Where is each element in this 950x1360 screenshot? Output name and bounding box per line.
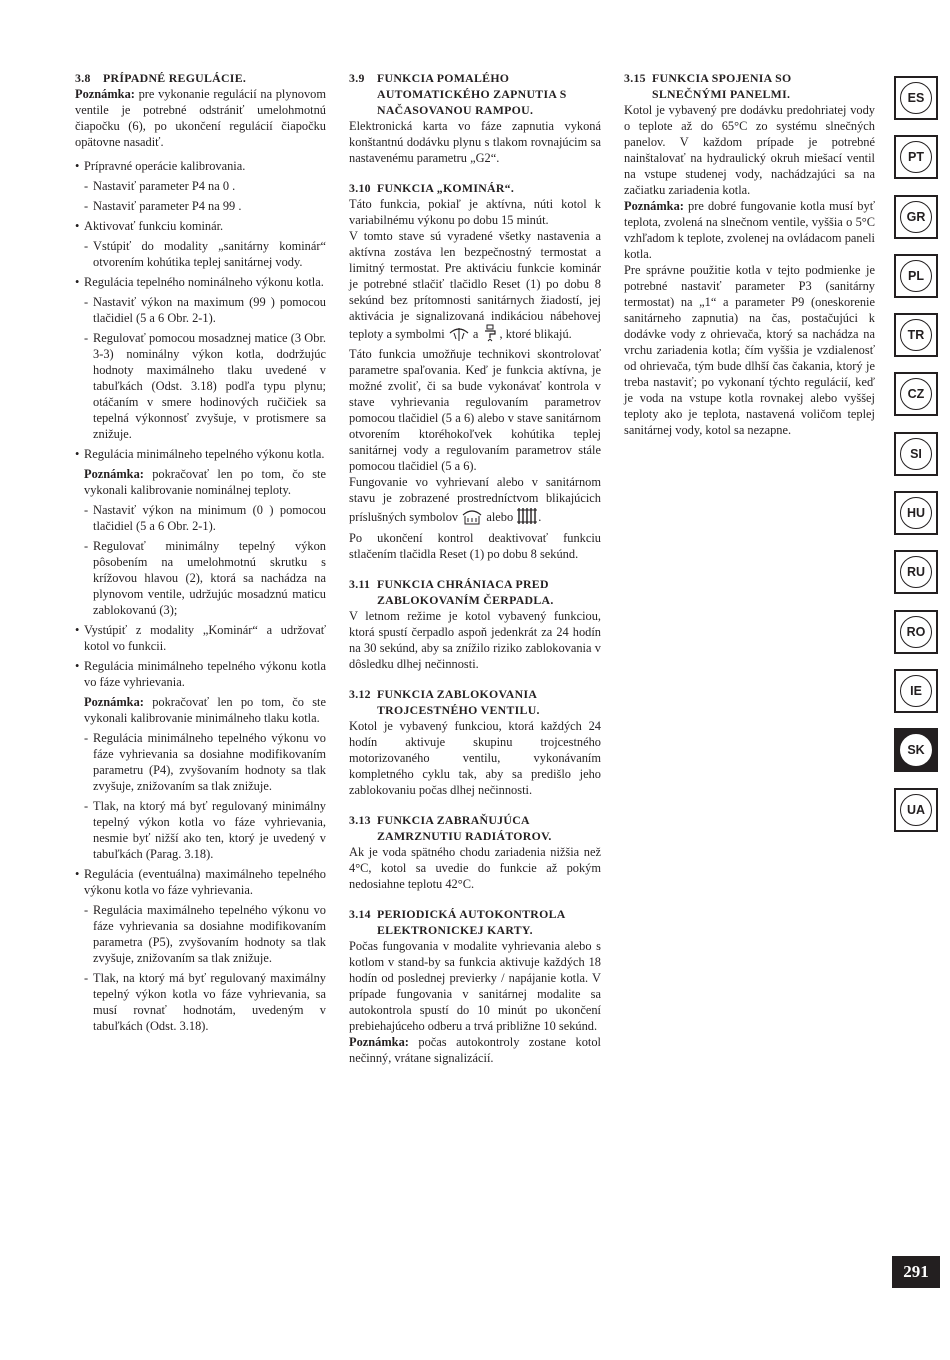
- section-3-10: 3.10 FUNKCIA „KOMINÁR“. Táto funkcia, pokiaľ je aktívna, núti kotol k variabilnému výkonu po dobu 15 minút. V tomto stave sú vyradené všetky nastavenia a aktívna zostáva len bezpečnostný termostat a limitný termostat. Pre aktiváciu funkcie kominár je potrebné stlačiť tlačidlo Reset (1) po dobu 8 sekúnd bez prítomnosti sanitárnych žiadostí, jej aktivácia je signalizovaná indikáciou nábehovej teploty a symbolmi a , ktoré blikajú. Táto funkcia umožňuje technikovi skontrolovať parametre spaľovania. Keď je funkcia aktívna, je možné zvoliť, či sa bude vykonávať kontrola v stave vyhrievania regulovaním parametrov pomocou tlačidiel (5 a 6) alebo v stave sanitárnom otvorením ktoréhokoľvek kohútika teplej sanitárnej vody a regulovaním parametrov stále pomocou tlačidiel (5 a 6). Fungovanie vo vyhrievaní alebo v sanitárnom stavu je zobrazené prostredníctvom blikajúcich príslušných symbolov alebo . Po ukončení kontrol deaktivovať funkciu stlačením tlačidla Reset (1) po dobu 8 sekúnd.: [349, 181, 601, 561]
- section-heading: 3.8 PRÍPADNÉ REGULÁCIE.: [75, 71, 247, 85]
- sub-list-item: - Regulácia maximálneho tepelného výkonu vo fáze vyhrievania sa dosiahne modifikovaním parametra (P5), zvyšovaním hodnoty sa tlak zvyšuje, znižovaním sa tlak znižuje.: [75, 902, 326, 966]
- sub-list-item: - Regulovať minimálny tepelný výkon pôsobením na umelohmotnú skrutku s krížovou hlavou (2), ktorá sa nachádza na plynovom ventile, udržujúc mosadznú maticu zablokovanú (3);: [75, 538, 326, 618]
- section-3-13: 3.13 FUNKCIA ZABRAŇUJÚCA ZAMRZNUTIU RADIÁTOROV. Ak je voda spätného chodu zariadenia nižšia než 4°C, kotol sa uvedie do funkcie až pokým nedosiahne teplotu 42°C.: [349, 813, 601, 891]
- section-3-9: 3.9 FUNKCIA POMALÉHO AUTOMATICKÉHO ZAPNUTIA S NAČASOVANOU RAMPOU. Elektronická karta vo fáze zapnutia vykoná konštantnú dodávku plynu s tlakom rovnajúcim sa nastavenému parametru „G2“.: [349, 71, 601, 165]
- language-tab-ro[interactable]: RO: [894, 610, 938, 654]
- chimney-sweep-heating-icon: [448, 324, 470, 346]
- language-tab-ru[interactable]: RU: [894, 550, 938, 594]
- language-tab-si[interactable]: SI: [894, 432, 938, 476]
- language-tab-cz[interactable]: CZ: [894, 372, 938, 416]
- section-heading: 3.14 PERIODICKÁ AUTOKONTROLA ELEKTRONICKEJ KARTY.: [349, 907, 566, 937]
- radiator-symbol-icon: [516, 506, 538, 530]
- sub-list-item: - Regulácia minimálneho tepelného výkonu vo fáze vyhrievania sa dosiahne modifikovaním parametru (P4), zvyšovaním hodnoty sa tlak zvyšuje, znižovaním sa tlak znižuje.: [75, 730, 326, 794]
- language-tab-es[interactable]: ES: [894, 76, 938, 120]
- list-item: • Regulácia (eventuálna) maximálneho tepelného výkonu kotla vo fáze vyhrievania.: [75, 866, 326, 898]
- column-1: [75, 70, 326, 1034]
- note: Poznámka: počas autokontroly zostane kotol nečinný, vrátane signalizácií.: [349, 1035, 601, 1065]
- section-heading: 3.11 FUNKCIA CHRÁNIACA PRED ZABLOKOVANÍM ČERPADLA.: [349, 577, 554, 607]
- list-item: • Regulácia tepelného nominálneho výkonu kotla.: [75, 274, 326, 290]
- list-item: • Prípravné operácie kalibrovania.: [75, 158, 326, 174]
- language-tab-tr[interactable]: TR: [894, 313, 938, 357]
- heating-symbol-icon: [461, 506, 483, 530]
- list-item: • Regulácia minimálneho tepelného výkonu kotla.: [75, 446, 326, 462]
- section-heading: 3.10 FUNKCIA „KOMINÁR“.: [349, 181, 515, 195]
- list-item: • Vystúpiť z modality „Kominár“ a udržovať kotol vo funkcii.: [75, 622, 326, 654]
- note: Poznámka: pre dobré fungovanie kotla musí byť teplota, zvolená na slnečnom ventile, vyššia o 5°C vzhľadom k teplote, zvolenej na ovládacom paneli kotla.: [624, 199, 875, 261]
- column-3: [624, 70, 875, 438]
- section-heading: 3.15 FUNKCIA SPOJENIA SO SLNEČNÝMI PANELMI.: [624, 71, 792, 101]
- section-heading: 3.13 FUNKCIA ZABRAŇUJÚCA ZAMRZNUTIU RADIÁTOROV.: [349, 813, 552, 843]
- language-tab-ie[interactable]: IE: [894, 669, 938, 713]
- sub-list-item: - Vstúpiť do modality „sanitárny kominár“ otvorením kohútika teplej sanitárnej vody.: [75, 238, 326, 270]
- sub-list-item: - Tlak, na ktorý má byť regulovaný maximálny tepelný výkon kotla vo fáze vyhrievania, sa musí rovnať hodnotám, uvedeným v tabuľkách (Odst. 3.18).: [75, 970, 326, 1034]
- page-number: 291: [892, 1256, 940, 1288]
- sub-list-item: - Nastaviť parameter P4 na 99 .: [75, 198, 326, 214]
- sub-list-item: - Nastaviť výkon na maximum (99 ) pomocou tlačidiel (5 a 6 Obr. 2-1).: [75, 294, 326, 326]
- chimney-sweep-dhw-icon: [482, 324, 500, 346]
- language-tab-ua[interactable]: UA: [894, 788, 938, 832]
- note: Poznámka: pokračovať len po tom, čo ste vykonali kalibrovanie nominálnej teploty.: [84, 467, 326, 497]
- language-tab-sk[interactable]: SK: [894, 728, 938, 772]
- section-3-14: 3.14 PERIODICKÁ AUTOKONTROLA ELEKTRONICKEJ KARTY. Počas fungovania v modalite vyhrievania alebo s kotlom v stand-by sa funkcia aktivuje každých 18 hodín od poslednej previerky / napájanie kotla. V prípade fungovania v sanitárnej modalite sa autokontrola spustí do 10 minút po ukončení prebiehajúceho odberu a trvá približne 10 sekúnd. Poznámka: počas autokontroly zostane kotol nečinný, vrátane signalizácií.: [349, 907, 601, 1065]
- sub-list-item: - Nastaviť výkon na minimum (0 ) pomocou tlačidiel (5 a 6 Obr. 2-1).: [75, 502, 326, 534]
- section-heading: 3.12 FUNKCIA ZABLOKOVANIA TROJCESTNÉHO VENTILU.: [349, 687, 540, 717]
- note: Poznámka: pokračovať len po tom, čo ste vykonali kalibrovanie minimálneho tlaku kotla.: [84, 695, 326, 725]
- list-item: • Regulácia minimálneho tepelného výkonu kotla vo fáze vyhrievania.: [75, 658, 326, 690]
- section-3-8: 3.8 PRÍPADNÉ REGULÁCIE. Poznámka: pre vykonanie regulácií na plynovom ventile je potrebné odstrániť umelohmotnú čiapočku (6), po ukončení regulácií čiapočku opätovne nasadiť. • Prípravné operácie kalibrovania. - Nastaviť parameter P4 na 0 . - Nastaviť parameter P4 na 99 . • Aktivovať funkciu kominár. - Vstúpiť do modality „sanitárny kominár“ otvorením kohútika teplej sanitárnej vody. • Regulácia tepelného nominálneho výkonu kotla. - Nastaviť výkon na maximum (99 ) pomocou tlačidiel (5 a 6 Obr. 2-1). - Regulovať pomocou mosadznej matice (3 Obr. 3-3) nominálny výkon kotla, dodržujúc hodnoty maximálneho tlaku uvedené v tabuľkách (Odst. 3.18) podľa typu plynu; otáčaním v smere hodinových ručičiek sa tepelná výkonnosť zvyšuje, v protismere sa znižuje. • Regulácia minimálneho tepelného výkonu kotla. Poznámka: pokračovať len po tom, čo ste vykonali kalibrovanie nominálnej teploty. - Nastaviť výkon na minimum (0 ) pomocou tlačidiel (5 a 6 Obr. 2-1). - Regulovať minimálny tepelný výkon pôsobením na umelohmotnú skrutku s krížovou hlavou (2), ktorá sa nachádza na plynovom ventile, udržujúc mosadznú maticu zablokovanú (3); • Vystúpiť z modality „Kominár“ a udržovať kotol vo funkcii. • Regulácia minimálneho tepelného výkonu kotla vo fáze vyhrievania. Poznámka: pokračovať len po tom, čo ste vykonali kalibrovanie minimálneho tlaku kotla. - Regulácia minimálneho tepelného výkonu vo fáze vyhrievania sa dosiahne modifikovaním parametru (P4), zvyšovaním hodnoty sa tlak zvyšuje, znižovaním sa tlak znižuje. - Tlak, na ktorý má byť regulovaný minimálny tepelný výkon kotla vo fáze vyhrievania, nesmie byť nižší ako ten, ktorý je uvedený v tabuľkách (Parag. 3.18). • Regulácia (eventuálna) maximálneho tepelného výkonu kotla vo fáze vyhrievania. - Regulácia maximálneho tepelného výkonu vo fáze vyhrievania sa dosiahne modifikovaním parametra (P5), zvyšovaním hodnoty sa tlak zvyšuje, znižovaním sa tlak znižuje. - Tlak, na ktorý má byť regulovaný maximálny tepelný výkon kotla vo fáze vyhrievania, sa musí rovnať hodnotám, uvedeným v tabuľkách (Odst. 3.18).: [75, 70, 326, 1034]
- section-3-11: 3.11 FUNKCIA CHRÁNIACA PRED ZABLOKOVANÍM ČERPADLA. V letnom režime je kotol vybavený funkciou, ktorá spustí čerpadlo aspoň jedenkrát za 24 hodín na 30 sekúnd, aby sa znížilo riziko zablokovania v dôsledku dlhej nečinnosti.: [349, 577, 601, 671]
- language-tabs: [894, 76, 942, 847]
- section-3-12: 3.12 FUNKCIA ZABLOKOVANIA TROJCESTNÉHO VENTILU. Kotol je vybavený funkciou, ktorá každých 24 hodín aktivuje skupinu trojcestného motorizovaného ventilu, vykonávaním kompletného cyklu tak, aby sa predišlo jeho zablokovaniu počas dlhej nečinnosti.: [349, 687, 601, 797]
- list-item: • Aktivovať funkciu kominár.: [75, 218, 326, 234]
- section-heading: 3.9 FUNKCIA POMALÉHO AUTOMATICKÉHO ZAPNUTIA S NAČASOVANOU RAMPOU.: [349, 71, 567, 117]
- language-tab-pl[interactable]: PL: [894, 254, 938, 298]
- sub-list-item: - Tlak, na ktorý má byť regulovaný minimálny tepelný výkon kotla vo fáze vyhrievania, nesmie byť nižší ako ten, ktorý je uvedený v tabuľkách (Parag. 3.18).: [75, 798, 326, 862]
- column-2: [349, 70, 601, 1066]
- language-tab-pt[interactable]: PT: [894, 135, 938, 179]
- language-tab-gr[interactable]: GR: [894, 195, 938, 239]
- sub-list-item: - Regulovať pomocou mosadznej matice (3 Obr. 3-3) nominálny výkon kotla, dodržujúc hodnoty maximálneho tlaku uvedené v tabuľkách (Odst. 3.18) podľa typu plynu; otáčaním v smere hodinových ručičiek sa tepelná výkonnosť zvyšuje, v protismere sa znižuje.: [75, 330, 326, 442]
- sub-list-item: - Nastaviť parameter P4 na 0 .: [75, 178, 326, 194]
- language-tab-hu[interactable]: HU: [894, 491, 938, 535]
- note-label: Poznámka:: [75, 87, 135, 101]
- section-3-15: 3.15 FUNKCIA SPOJENIA SO SLNEČNÝMI PANELMI. Kotol je vybavený pre dodávku predohriatej vody o teplote až do 65°C zo systému slnečných panelov. V každom prípade je potrebné nainštalovať na hydraulický okruh miešací ventil na vstupe studenej vody, nachádzajúci sa na začiatku zariadenia kotla. Poznámka: pre dobré fungovanie kotla musí byť teplota, zvolená na slnečnom ventile, vyššia o 5°C vzhľadom k teplote, zvolenej na ovládacom paneli kotla. Pre správne použitie kotla v tejto podmienke je potrebné nastaviť parameter P3 (sanitárny termostat) na „1“ a parameter P9 (oneskorenie sanitárneho zapnutia) na čas, postačujúci k dodávke vody z ohrievača, ktorý sa nachádza na vrchu zariadenia kotla; čím vyššia je vzdialenosť od ohrievača, tým bude dlhší čas čakania, ktorý je treba nastaviť; po vykonaní týchto regulácií, keď je voda na vstupe kotla rovnakej alebo vyššej teploty ako je teplota, nastavená voličom teplej sanitárnej vody, kotol sa nezapne.: [624, 71, 875, 437]
